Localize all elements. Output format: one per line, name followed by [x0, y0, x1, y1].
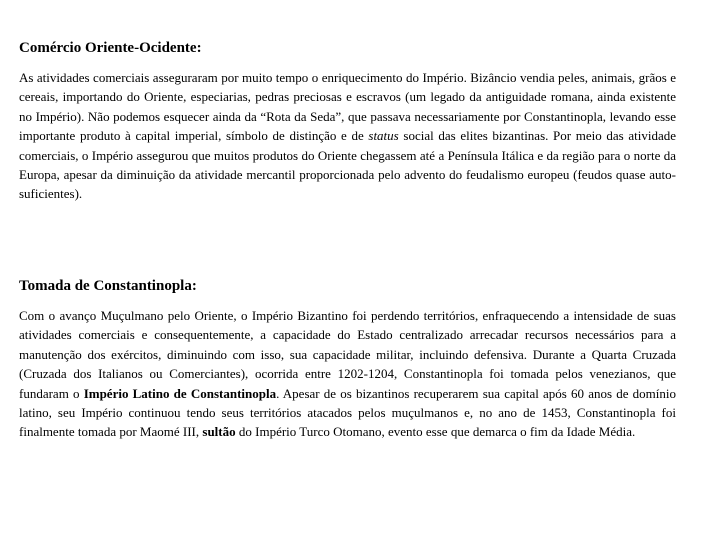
section-paragraph	[19, 68, 676, 204]
bold-sultao: sultão	[202, 424, 236, 440]
paragraph-text: Com o avanço Muçulmano pelo Oriente, o Império Bizantino foi perdendo territórios, enfraquecendo a intensidade de suas atividades comerciais e consequentemente, a capacidade do Estado centralizado arrecadar recursos necessários para a manutenção dos exércitos, diminuindo com isso, sua capacidade militar, incluindo defensiva. Durante a Quarta Cruzada (Cruzada dos Italianos ou Comerciantes), ocorrida entre 1202-1204, Constantinopla foi tomada pelos venezianos, que fundaram o	[19, 308, 676, 401]
bold-imperio-latino: Império Latino de Constantinopla	[83, 385, 277, 401]
section-heading: Tomada de Constantinopla:	[19, 278, 197, 294]
paragraph-text: . Apesar de os bizantinos recuperarem sua capital após 60 anos de domínio latino, seu Império continuou tendo seus territórios atacados pelos muçulmanos e, no ano de 1453, Constantinopla foi finalmente tomada por Maomé III,	[19, 385, 676, 440]
section-heading: Comércio Oriente-Ocidente:	[19, 40, 202, 56]
paragraph-text: As atividades comerciais asseguraram por muito tempo o enriquecimento do Império. Bizâncio vendia peles, animais, grãos e cereais, importando do Oriente, especiarias, pedras preciosas e escravos (um legado da antiguidade romana, ainda existente no Império). Não podemos esquecer ainda da “Rota da Seda”, que passava necessariamente por Constantinopla, levando esse importante produto à capital imperial, símbolo de distinção e de	[19, 70, 676, 144]
section-comercio	[19, 39, 676, 204]
paragraph-text: social das elites bizantinas. Por meio das atividade comerciais, o Império assegurou que muitos produtos do Oriente chegassem até a Península Itálica e da região para o norte da Europa, apesar da diminuição da atividade mercantil proporcionada pelo advento do feudalismo europeu (feudos quase auto-suficientes).	[19, 128, 677, 202]
section-paragraph	[19, 306, 676, 442]
section-tomada	[19, 277, 676, 442]
emphasis-status: status	[368, 128, 399, 144]
paragraph-text: do Império Turco Otomano, evento esse que demarca o fim da Idade Média.	[238, 424, 636, 440]
